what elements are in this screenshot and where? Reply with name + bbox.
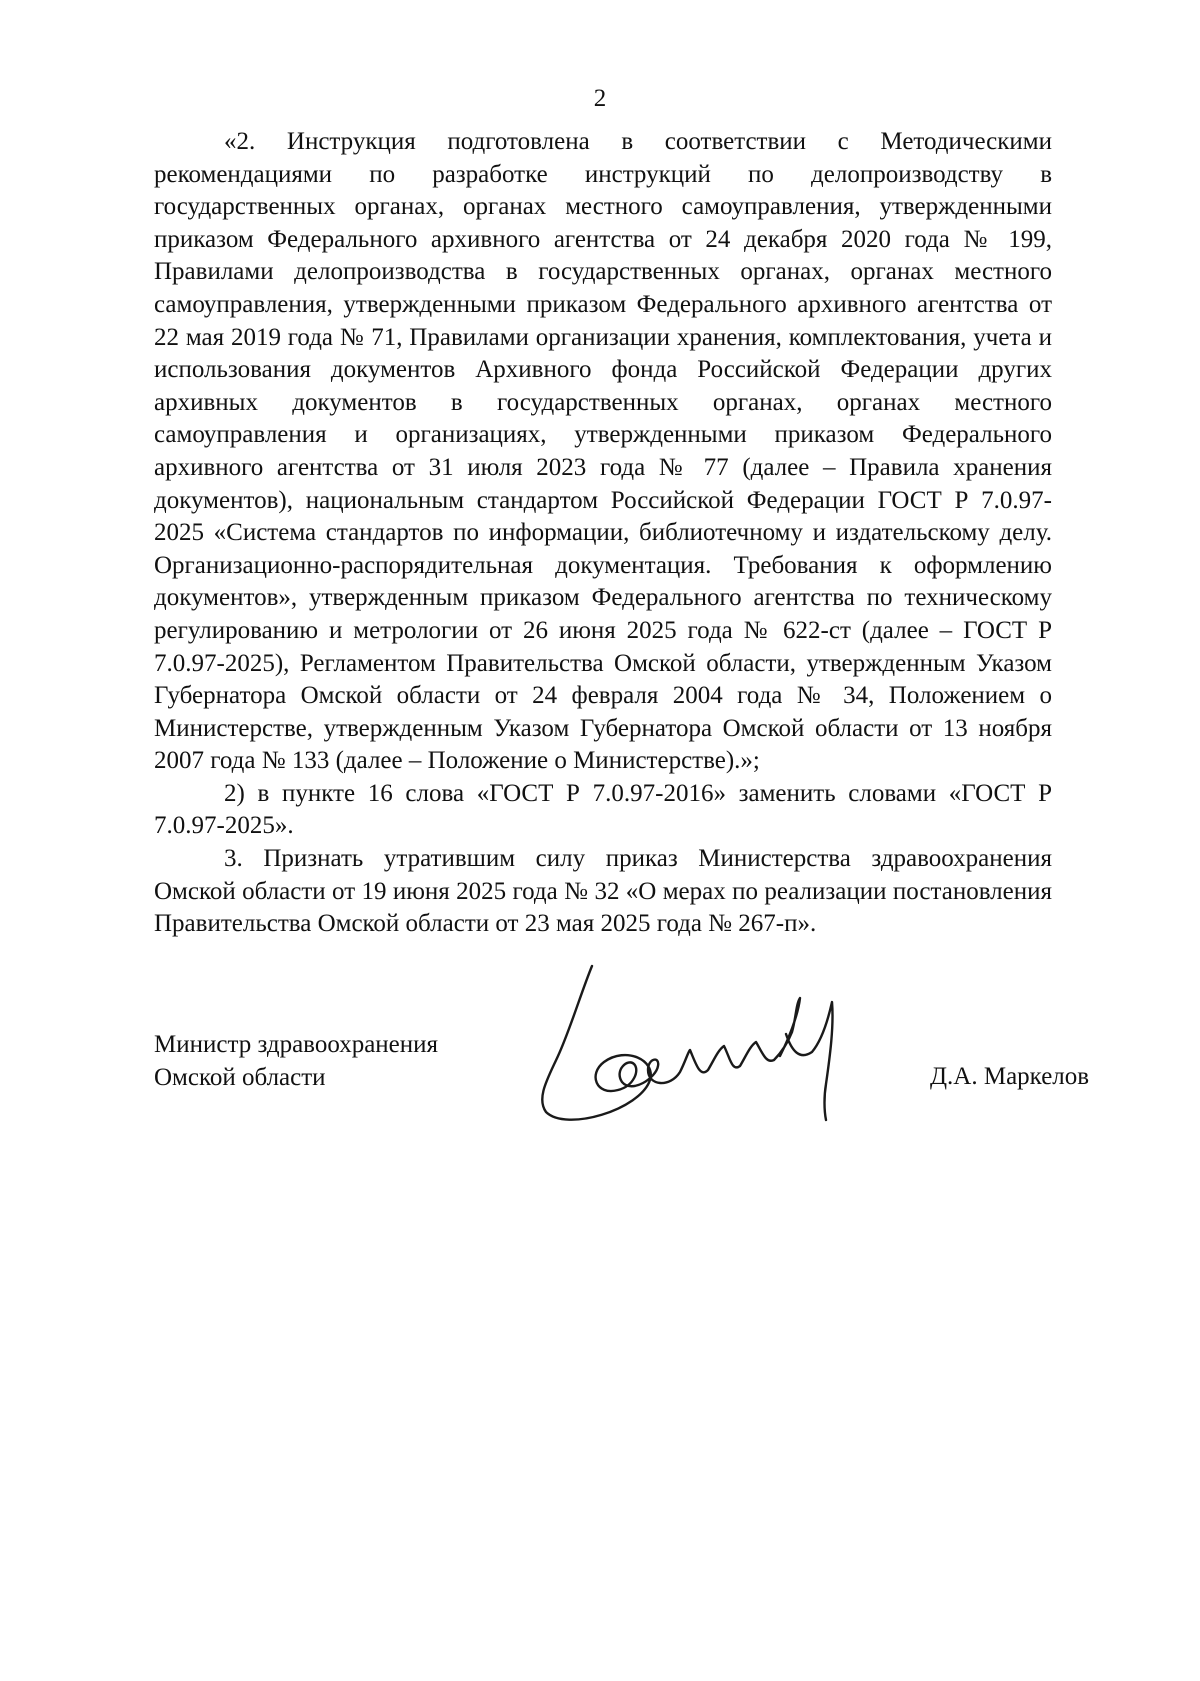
signature-stroke <box>542 966 832 1120</box>
page-number: 2 <box>593 85 607 112</box>
paragraph-item-3: 3. Признать утратившим силу приказ Министерства здравоохранения Омской области от 19 июня 2025 года № 32 «О мерах по реализации постановления Правительства Омской области от 23 мая 2025 года № 267-п». <box>154 845 1052 938</box>
signatory-position-line-2: Омской области <box>154 1063 326 1091</box>
signatory-position-line-1: Министр здравоохранения <box>154 1031 439 1058</box>
signatory-name: Д.А. Маркелов <box>930 1063 1090 1090</box>
document-body <box>154 126 1052 941</box>
paragraph-instruction: «2. Инструкция подготовлена в соответствии с Методическими рекомендациями по разработке инструкций по делопроизводству в государственных органах, органах местного самоуправления, утвержденными приказом Федерального архивного агентства от 24 декабря 2020 года № 199, Правилами делопроизводства в государственных органах, органах местного самоуправления, утвержденными приказом Федерального архивного агентства от 22 мая 2019 года № 71, Правилами организации хранения, комплектования, учета и использования документов Архивного фонда Российской Федерации других архивных документов в государственных органах, органах местного самоуправления и организациях, утвержденными приказом Федерального архивного агентства от 31 июля 2023 года № 77 (далее – Правила хранения документов), национальным стандартом Российской Федерации ГОСТ Р 7.0.97-2025 «Система стандартов по информации, библиотечному и издательскому делу. Организационно-распорядительная документация. Требования к оформлению документов», утвержденным приказом Федерального агентства по техническому регулированию и метрологии от 26 июня 2025 года № 622-ст (далее – ГОСТ Р 7.0.97-2025), Регламентом Правительства Омской области, утвержденным Указом Губернатора Омской области от 24 февраля 2004 года № 34, Положением о Министерстве, утвержденным Указом Губернатора Омской области от 13 ноября 2007 года № 133 (далее – Положение о Министерстве).»; <box>154 128 1052 775</box>
handwritten-signature <box>530 960 910 1130</box>
paragraph-item-2: 2) в пункте 16 слова «ГОСТ Р 7.0.97-2016» заменить словами «ГОСТ Р 7.0.97-2025». <box>154 779 1052 840</box>
signatory-position <box>154 1029 438 1094</box>
